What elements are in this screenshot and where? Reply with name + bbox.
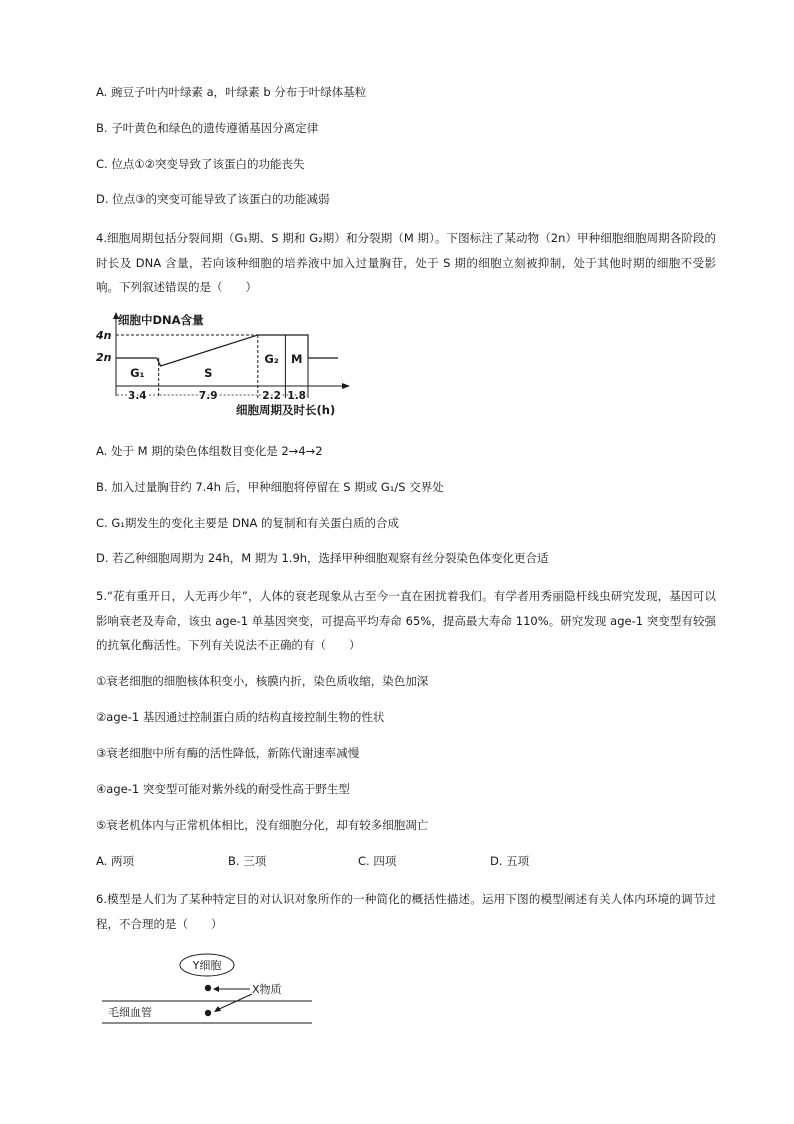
q3-option-b: B. 子叶黄色和绿色的遗传遵循基因分离定律 — [96, 121, 319, 135]
q4-option-a: A. 处于 M 期的染色体组数目变化是 2→4→2 — [96, 444, 323, 458]
q5-stem: 5.“花有重开日，人无再少年”，人体的衰老现象从古至今一直在困扰着我们。有学者用秀丽隐杆线虫研究发现，基因可以影响衰老及寿命，该虫 age-1 单基因突变，可提高平均寿命 65%，提高最大寿命 110%。研究发现 age-1 突变型有较强的抗氧化酶活性。下列有关说法不正确的有（ ） — [96, 589, 716, 652]
q4-stem: 4.细胞周期包括分裂间期（G₁期、S 期和 G₂期）和分裂期（M 期）。下图标注了某动物（2n）甲种细胞细胞周期各阶段的时长及 DNA 含量，若向该种细胞的培养液中加入过量胸苷，处于 S 期的细胞立刻被抑制，处于其他时期的细胞不受影响。下列叙述错误的是（ ） — [96, 231, 716, 294]
q5-item-5: ⑤衰老机体内与正常机体相比，没有细胞分化，却有较多细胞凋亡 — [96, 818, 429, 832]
q3-option-a: A. 豌豆子叶内叶绿素 a，叶绿素 b 分布于叶绿体基粒 — [96, 85, 367, 99]
q3-option-d: D. 位点③的突变可能导致了该蛋白的功能减弱 — [96, 192, 330, 206]
x-axis-label: 细胞周期及时长(h) — [236, 403, 336, 417]
q3-option-c: C. 位点①②突变导致了该蛋白的功能丧失 — [96, 157, 305, 171]
q5-item-4: ④age-1 突变型可能对紫外线的耐受性高于野生型 — [96, 782, 350, 796]
duration-label: 1.8 — [287, 390, 307, 402]
y-cell-label: Y细胞 — [192, 959, 222, 972]
q5-item-2: ②age-1 基因通过控制蛋白质的结构直接控制生物的性状 — [96, 710, 385, 724]
q5-option-c: C. 四项 — [358, 854, 397, 868]
phase-label: G₂ — [264, 352, 279, 366]
q5-item-3: ③衰老细胞中所有酶的活性降低，新陈代谢速率减慢 — [96, 746, 360, 760]
dna-content-line — [116, 335, 338, 366]
cell-cycle-dna-chart — [96, 308, 366, 423]
phase-label: M — [290, 352, 303, 366]
q5-option-a: A. 两项 — [96, 854, 134, 868]
q5-item-1: ①衰老细胞的细胞核体积变小，核膜内折，染色质收缩，染色加深 — [96, 674, 429, 688]
q5-option-d: D. 五项 — [490, 854, 530, 868]
chart-title: 细胞中DNA含量 — [118, 313, 204, 327]
q4-option-b: B. 加入过量胸苷约 7.4h 后，甲种细胞将停留在 S 期或 G₁/S 交界处 — [96, 480, 444, 494]
duration-label: 3.4 — [128, 390, 147, 402]
x-substance-dot-upper — [205, 985, 211, 991]
x-substance-dot-lower — [205, 1010, 211, 1016]
duration-label: 2.2 — [262, 390, 281, 402]
q6-stem: 6.模型是人们为了某种特定目的对认识对象所作的一种简化的概括性描述。运用下图的模型阐述有关人体内环境的调节过程，不合理的是（ ） — [96, 892, 716, 931]
phase-label: S — [204, 366, 213, 380]
duration-label: 7.9 — [198, 390, 218, 402]
q5-option-b: B. 三项 — [228, 854, 267, 868]
q6-model-diagram — [100, 950, 320, 1030]
y-tick-4n: 4n — [96, 329, 112, 342]
capillary-label: 毛细血管 — [108, 1006, 152, 1019]
x-substance-label: X物质 — [252, 983, 282, 996]
y-tick-2n: 2n — [96, 351, 112, 364]
q4-option-d: D. 若乙种细胞周期为 24h，M 期为 1.9h，选择甲种细胞观察有丝分裂染色体变化更合适 — [96, 551, 549, 565]
q4-option-c: C. G₁期发生的变化主要是 DNA 的复制和有关蛋白质的合成 — [96, 516, 399, 530]
phase-label: G₁ — [130, 366, 145, 380]
